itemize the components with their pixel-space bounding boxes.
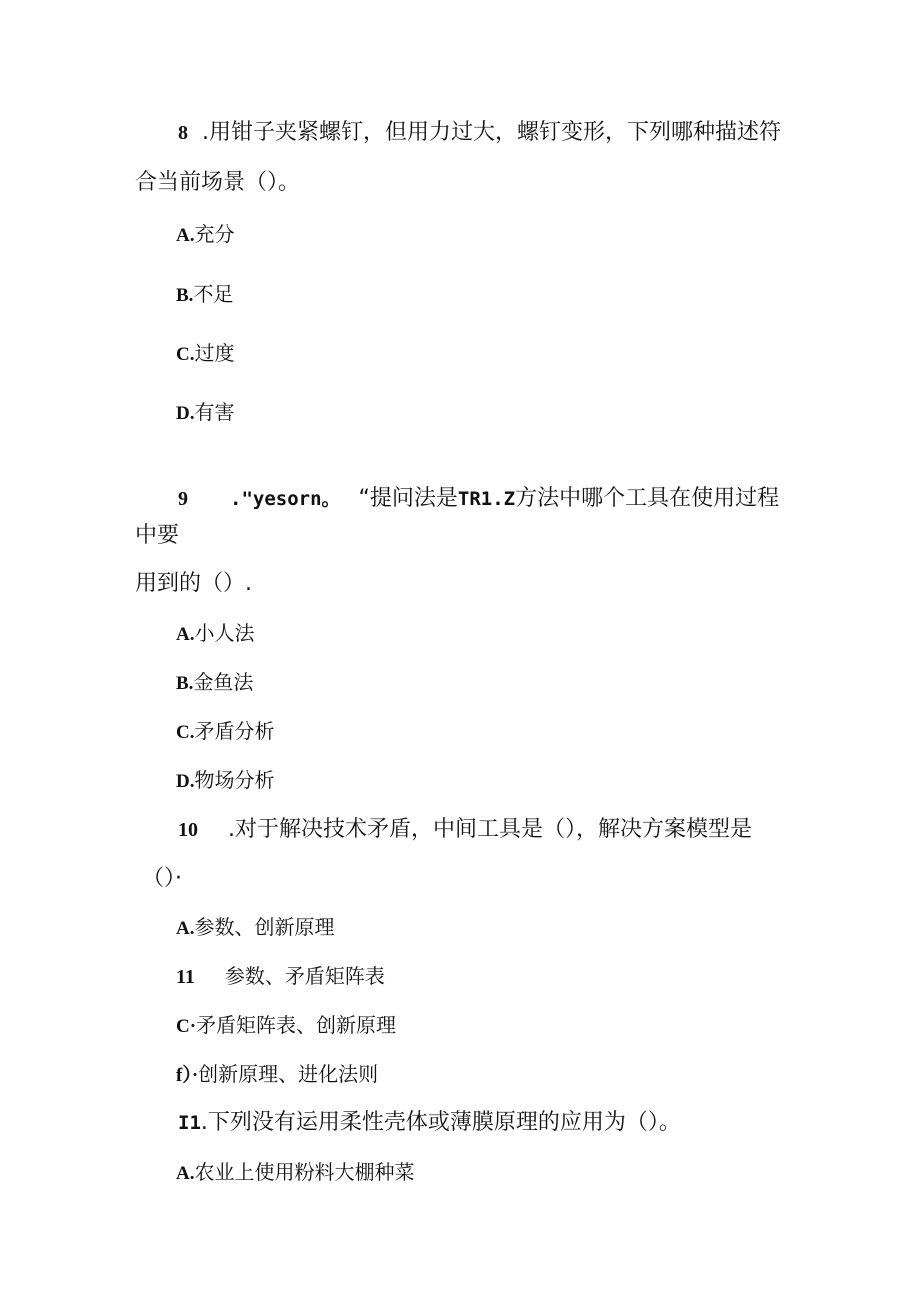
q8-option-c: C.过度: [176, 341, 235, 365]
q10-option-a: A.参数、创新原理: [176, 915, 335, 939]
q10-line2: （）·: [142, 866, 182, 891]
q10-option-d: f）·创新原理、进化法则: [176, 1062, 379, 1086]
q8-text-1: .用钳子夹紧螺钉，但用力过大，螺钉变形，下列哪种描述符: [202, 120, 781, 145]
q11-line1: I1.下列没有运用柔性壳体或薄膜原理的应用为（）。: [178, 1110, 681, 1135]
q9-line1: 9 ."yesorn。 “提问法是TR1.Z方法中哪个工具在使用过程: [178, 486, 780, 511]
q9-number: 9: [178, 488, 188, 510]
q11-number: I1: [178, 1112, 201, 1134]
q9-line3: 用到的（）.: [135, 571, 252, 596]
q11-option-a: A.农业上使用粉料大棚种菜: [176, 1160, 415, 1184]
q8-line1: [178, 120, 781, 146]
q8-text-2: 合当前场景（）。: [135, 170, 301, 195]
q9-option-c: C.矛盾分析: [176, 719, 275, 743]
q8-line2: [135, 170, 300, 196]
q8-option-d: D.有害: [176, 400, 235, 424]
q9-option-d: D.物场分析: [176, 768, 275, 792]
q8-option-b: B.不足: [176, 282, 234, 306]
q9-option-b: B.金鱼法: [176, 670, 254, 694]
q9-line2: 中要: [135, 523, 180, 548]
q8-number: 8: [178, 122, 188, 144]
q10-line1: 10 .对于解决技术矛盾，中间工具是（），解决方案模型是: [178, 817, 752, 842]
q8-option-a: A.充分: [176, 222, 235, 246]
q10-option-c: C·矛盾矩阵表、创新原理: [176, 1013, 397, 1037]
q10-number: 10: [178, 819, 198, 841]
q9-option-a: A.小人法: [176, 621, 255, 645]
q10-option-b: 11 参数、矛盾矩阵表: [176, 964, 385, 988]
